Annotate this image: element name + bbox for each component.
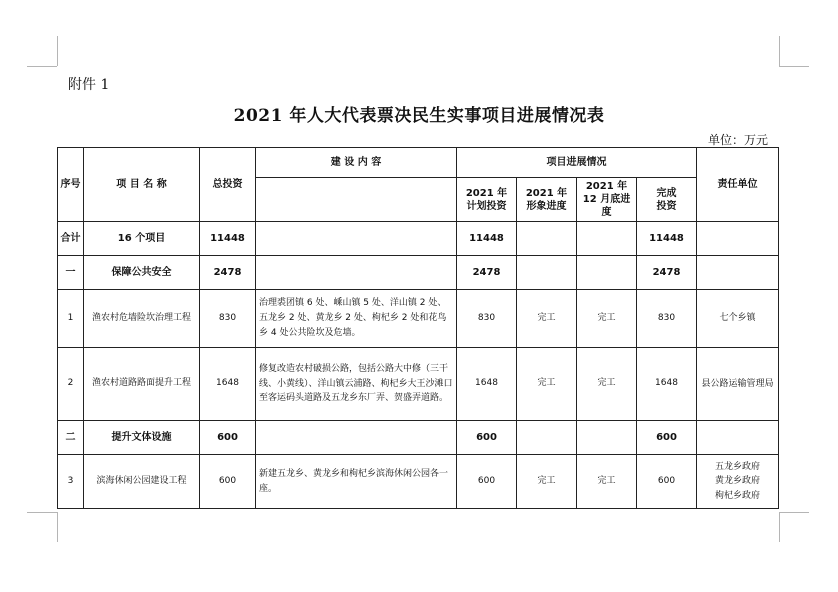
table-row: 3 滨海休闲公园建设工程 600 新建五龙乡、黄龙乡和枸杞乡滨海休闲公园各一座。 600 完工 完工 600 五龙乡政府 黄龙乡政府 枸杞乡政府 bbox=[58, 455, 779, 509]
table-row: 2 渔农村道路路面提升工程 1648 修复改造农村破损公路，包括公路大中修（三干线、小黄线）、洋山镇云浦路、枸杞乡大王沙滩口至客运码头道路及五龙乡东厂弄、贺盛弄道路。 1648 完工 完工 1648 县公路运输管理局 bbox=[58, 348, 779, 421]
header-progress: 项目进展情况 bbox=[457, 148, 697, 178]
document-title: 2021 年人大代表票决民生实事项目进展情况表 bbox=[233, 106, 605, 126]
header-total-investment: 总投资 bbox=[200, 148, 256, 222]
total-row: 合计 16 个项目 11448 11448 11448 bbox=[58, 222, 779, 256]
responsible-dept: 七个乡镇 bbox=[697, 290, 779, 348]
header-construction-content: 建 设 内 容 bbox=[256, 148, 457, 178]
table-row: 1 渔农村危墙险坎治理工程 830 治理裘团镇 6 处、嵊山镇 5 处、洋山镇 2 处、五龙乡 2 处、黄龙乡 2 处、枸杞乡 2 处和花鸟乡 4 处公共险坎及危墙。 830 完工 完工 830 七个乡镇 bbox=[58, 290, 779, 348]
crop-mark-top-right-h bbox=[779, 66, 809, 67]
crop-mark-bottom-left-h bbox=[27, 512, 57, 513]
header-responsible-dept: 责任单位 bbox=[697, 148, 779, 222]
header-seq: 序号 bbox=[58, 148, 84, 222]
header-content-blank bbox=[256, 178, 457, 222]
group-row: 一 保障公共安全 2478 2478 2478 bbox=[58, 256, 779, 290]
crop-mark-top-right bbox=[779, 36, 780, 66]
attachment-label: 附件 1 bbox=[68, 77, 110, 93]
crop-mark-bottom-right bbox=[779, 512, 780, 542]
group-row: 二 提升文体设施 600 600 600 bbox=[58, 421, 779, 455]
crop-mark-bottom-left bbox=[57, 512, 58, 542]
crop-mark-top-left bbox=[57, 36, 58, 66]
crop-mark-top-left-h bbox=[27, 66, 57, 67]
progress-table bbox=[57, 147, 779, 509]
header-image-progress: 2021 年 形象进度 bbox=[517, 178, 577, 222]
unit-label: 单位：万元 bbox=[707, 133, 768, 147]
header-project-name: 项 目 名 称 bbox=[84, 148, 200, 222]
header-completed-investment: 完成 投资 bbox=[637, 178, 697, 222]
header-plan-investment: 2021 年 计划投资 bbox=[457, 178, 517, 222]
responsible-dept: 五龙乡政府 黄龙乡政府 枸杞乡政府 bbox=[697, 455, 779, 509]
crop-mark-bottom-right-h bbox=[779, 512, 809, 513]
header-december-progress: 2021 年 12 月底进度 bbox=[577, 178, 637, 222]
responsible-dept: 县公路运输管理局 bbox=[697, 348, 779, 421]
